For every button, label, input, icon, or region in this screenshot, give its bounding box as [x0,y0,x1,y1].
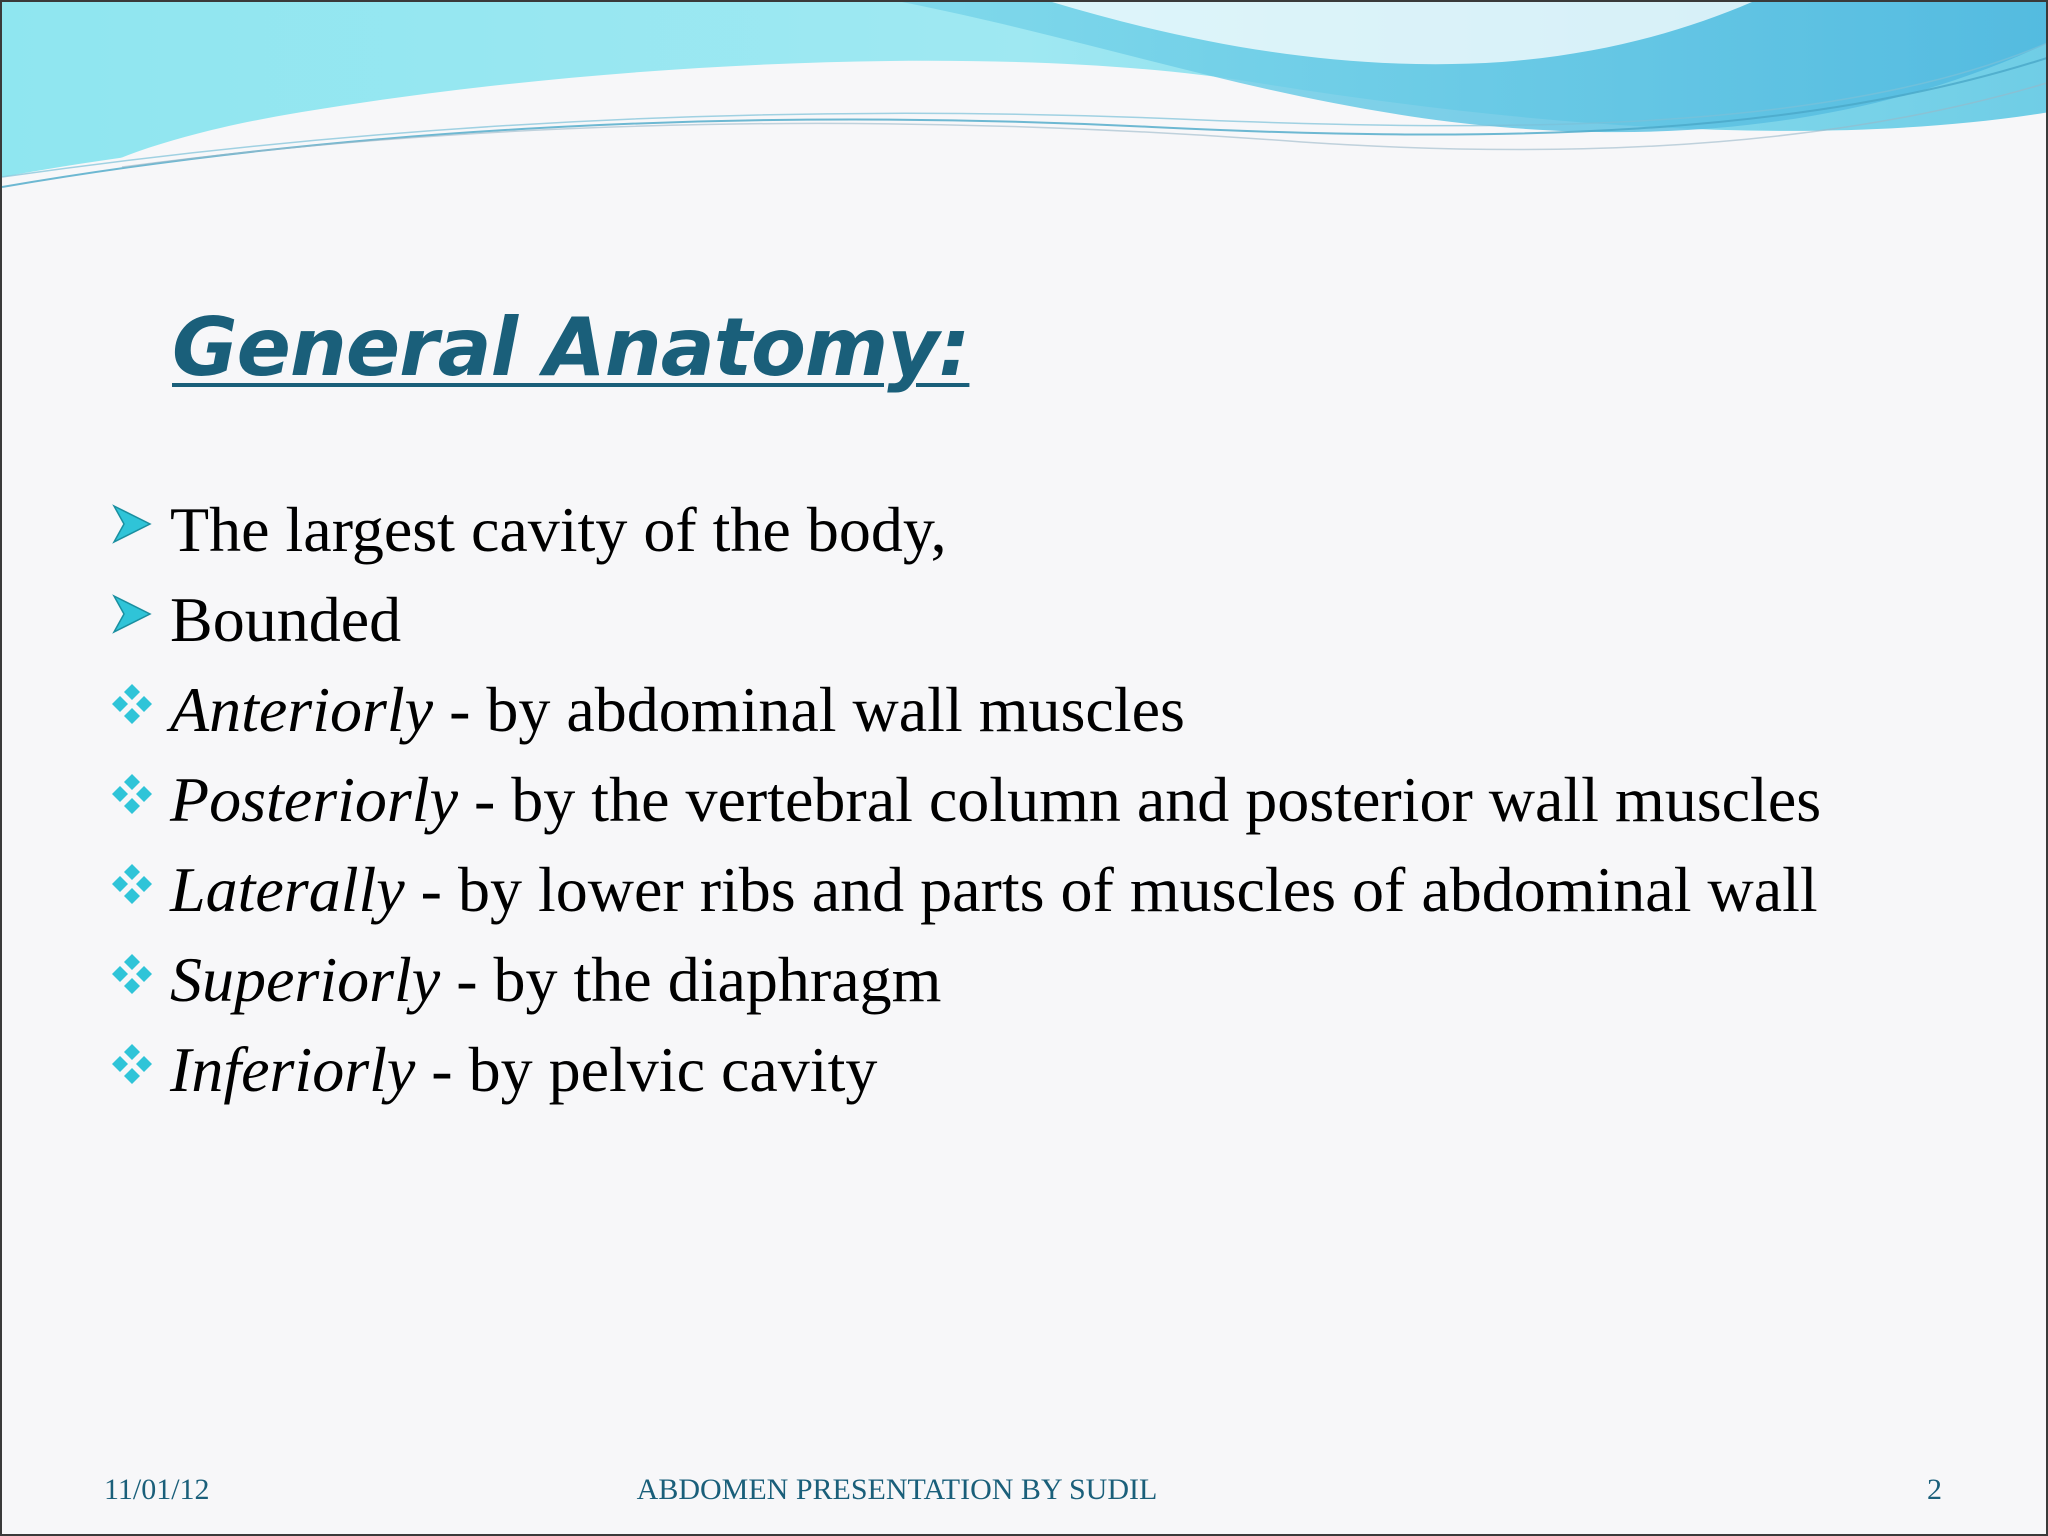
footer-date: 11/01/12 [104,1473,210,1506]
diamond-icon [110,672,170,748]
page-number: 2 [1927,1473,1942,1506]
bullet-list [110,492,1970,1122]
list-item [110,1032,1970,1108]
arrow-icon [110,492,170,568]
bullet-term: Posteriorly [170,764,458,835]
bullet-text [170,942,1920,1018]
bullet-description: - by the diaphragm [440,944,942,1015]
bullet-term: Inferiorly [170,1034,416,1105]
bullet-text: Bounded [170,584,402,655]
header-wave-decoration [2,2,2048,242]
list-item [110,762,1970,838]
bullet-text [170,852,1920,928]
bullet-text [170,762,1920,838]
diamond-icon [110,762,170,838]
bullet-description: - by the vertebral column and posterior wall muscles [457,764,1822,835]
bullet-description: - by abdominal wall muscles [433,674,1185,745]
slide-title: General Anatomy: [172,301,970,394]
bullet-description: - by lower ribs and parts of muscles of abdominal wall [404,854,1818,925]
bullet-term: Laterally [170,854,405,925]
list-item [110,492,1970,568]
bullet-description: - by pelvic cavity [415,1034,878,1105]
bullet-term: Anteriorly [170,674,434,745]
bullet-text [170,672,1920,748]
list-item [110,852,1970,928]
footer-title: ABDOMEN PRESENTATION BY SUDIL [636,1473,1158,1506]
diamond-icon [110,942,170,1018]
arrow-icon [110,582,170,658]
bullet-text: The largest cavity of the body, [170,494,947,565]
bullet-text [170,1032,1920,1108]
diamond-icon [110,852,170,928]
list-item [110,582,1970,658]
list-item [110,942,1970,1018]
diamond-icon [110,1032,170,1108]
bullet-term: Superiorly [170,944,441,1015]
list-item [110,672,1970,748]
